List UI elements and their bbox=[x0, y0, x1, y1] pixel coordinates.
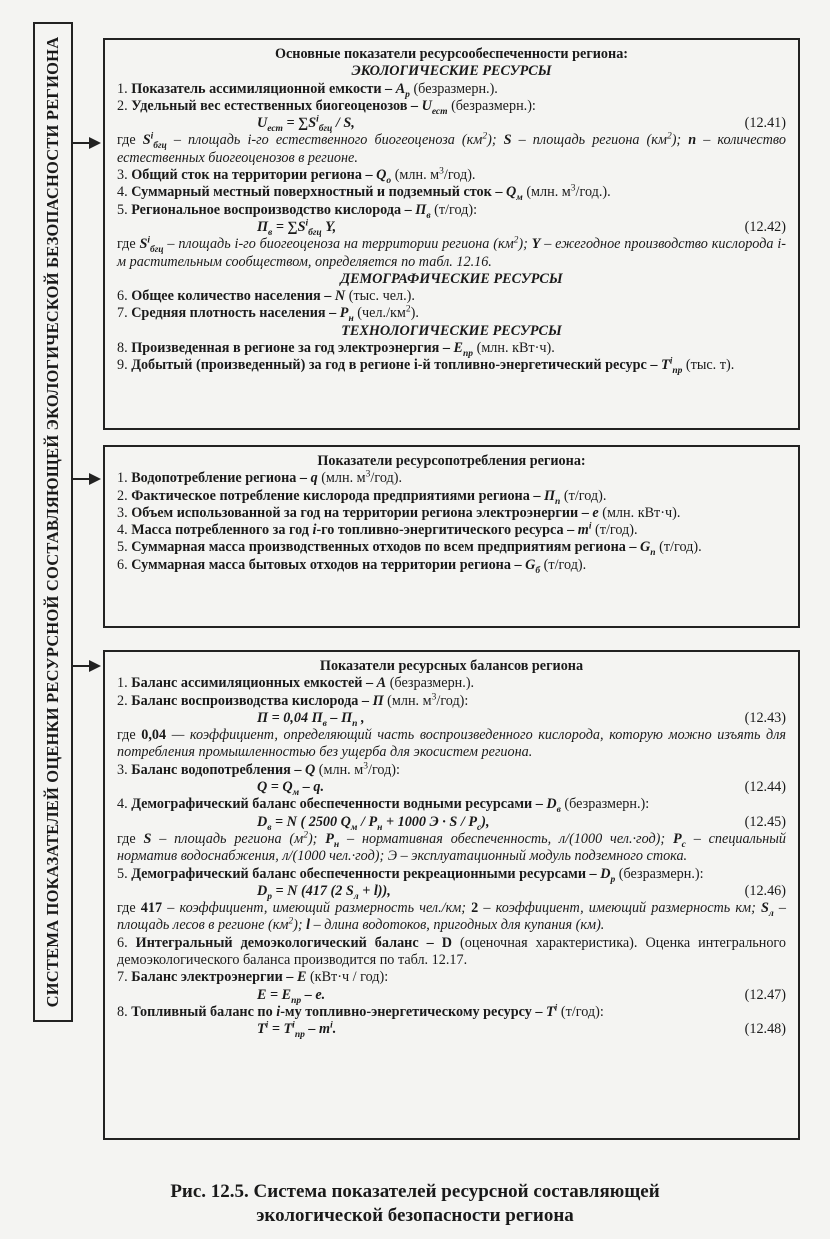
item-6: 6. Суммарная масса бытовых отходов на территории региона – $G_б$ (т/год). bbox=[117, 556, 587, 576]
item-8: 8. Произведенная в регионе за год электроэнергия – $Е_{пр}$ (млн. кВт·ч). bbox=[117, 340, 555, 359]
panel-title: Показатели ресурсопотребления региона: bbox=[317, 453, 586, 469]
formula-1244: $Q = Q_м - q$. (12.44) bbox=[257, 779, 786, 798]
item-1: 1. Водопотребление региона – q (млн. $м^3/год$). bbox=[117, 469, 402, 487]
item-7: 7. Средняя плотность населения – $Р_н$ $(чел./км^2)$. bbox=[117, 304, 419, 325]
item-8: 8. Топливный баланс по i-му топливно-энергетическому ресурсу – $Т^i$ (т/год): bbox=[117, 1003, 604, 1020]
item-1: 1. Показатель ассимиляционной емкости – $А_р$ (безразмерн.). bbox=[117, 80, 498, 100]
note-1241: где $S^i_{бгц}$ – площадь i-го естественного биогеоценоза $(км^2)$; S – площадь региона $(км^2)$; n – количество естественных биогеоценозов в регионе. bbox=[117, 131, 786, 166]
panel-title: Основные показатели ресурсообеспеченности региона: bbox=[274, 46, 629, 62]
item-5: 5. Суммарная масса производственных отходов по всем предприятиям региона – $G_п$ (т/год). bbox=[117, 539, 702, 559]
item-4: 4. Демографический баланс обеспеченности водными ресурсами – $D_в$ (безразмерн.): bbox=[117, 796, 650, 816]
section-demo: ДЕМОГРАФИЧЕСКИЕ РЕСУРСЫ bbox=[340, 270, 563, 287]
note-1243: где 0,04 — коэффициент, определяющий часть воспроизведенного кислорода, которую можно изъять для потребления промышленностью без ущерба для экосистем региона. bbox=[117, 727, 786, 761]
item-3: 3. Объем использованной за год на территории региона электроэнергии – е (млн. кВт·ч). bbox=[117, 504, 681, 521]
formula-1241: $U_{ест} = \sum S^i_{бгц} / S$, (12.41) bbox=[257, 114, 786, 135]
formula-1243: П = 0,04 $П_в - П_п$ , (12.43) bbox=[257, 709, 786, 729]
arrow-2-icon bbox=[73, 473, 103, 485]
item-2: 2. Фактическое потребление кислорода предприятиями региона – $П_п$ (т/год). bbox=[117, 487, 607, 507]
section-tech: ТЕХНОЛОГИЧЕСКИЕ РЕСУРСЫ bbox=[341, 322, 562, 339]
item-3: 3. Общий сток на территории региона – $Q_о$ (млн. $м^3/год$). bbox=[117, 166, 476, 186]
item-5: 5. Региональное воспроизводство кислорода – $П_в$ (т/год): bbox=[117, 201, 478, 221]
caption-line-1: Рис. 12.5. Система показателей ресурсной составляющей bbox=[170, 1181, 660, 1202]
arrow-1-icon bbox=[73, 137, 103, 149]
item-4: 4. Суммарный местный поверхностный и подземный сток – $Q_м$ (млн. $м^3/год$.). bbox=[117, 183, 611, 204]
formula-1246: $D_р = N$ (417 (2 $S_л + l$)), (12.46) bbox=[257, 882, 786, 902]
item-6: 6. Общее количество населения – N (тыс. чел.). bbox=[117, 288, 415, 305]
panel-title: Показатели ресурсных балансов региона bbox=[319, 658, 584, 674]
item-2: 2. Удельный вес естественных биогеоценозов – $U_{ест}$ (безразмерн.): bbox=[117, 97, 536, 117]
item-7: 7. Баланс электроэнергии – Е (кВт·ч / год): bbox=[117, 969, 389, 986]
formula-1248: $T^i = T^i_{пр} - m^i$. (12.48) bbox=[257, 1020, 786, 1041]
item-4: 4. Масса потребленного за год i-го топливно-энергитического ресурса – $m^i$ (т/год). bbox=[117, 521, 638, 539]
note-1242: где $S^i_{бгц}$ – площадь i-го биогеоценоза на территории региона $(км^2)$; Y – ежегодное производство кислорода i-м растительным сообществом, определяется по табл. 12.16. bbox=[117, 235, 786, 270]
item-5: 5. Демографический баланс обеспеченности рекреационными ресурсами – $D_р$ (безразмерн.): bbox=[117, 865, 704, 885]
caption-line-2: экологической безопасности региона bbox=[256, 1205, 574, 1226]
note-1246: где 417 – коэффициент, имеющий размерность чел./км; 2 – коэффициент, имеющий размерность км; $S_л$ – площадь лесов в регионе $(км^2)$; l – длина водотоков, пригодных для купания (км). bbox=[117, 900, 786, 934]
side-title: СИСТЕМА ПОКАЗАТЕЛЕЙ ОЦЕНКИ РЕСУРСНОЙ СОСТАВЛЯЮЩЕЙ ЭКОЛОГИЧЕСКОЙ БЕЗОПАСНОСТИ РЕГИОНА bbox=[43, 36, 62, 1008]
section-eco: ЭКОЛОГИЧЕСКИЕ РЕСУРСЫ bbox=[351, 63, 552, 80]
note-1245: где S – площадь региона $(м^2)$; $Р_н$ – нормативная обеспеченность, л/(1000 чел.·год); $Р_с$ – специальный норматив водоснабжения, л/(1000 чел.·год); Э – эксплуатационный модуль подземного стока. bbox=[117, 830, 786, 865]
panel-resource-balances bbox=[103, 650, 800, 1140]
formula-1247: $E = E_{пр} - e$. (12.47) bbox=[257, 986, 786, 1006]
arrow-3-icon bbox=[73, 660, 103, 672]
item-9: 9. Добытый (произведенный) за год в регионе i-й топливно-энергетический ресурс – $Т^i_{пр}$ (тыс. т). bbox=[117, 356, 735, 377]
item-1: 1. Баланс ассимиляционных емкостей – А (безразмерн.). bbox=[117, 675, 475, 692]
item-3: 3. Баланс водопотребления – Q (млн. $м^3/год$): bbox=[117, 761, 400, 778]
figure-caption bbox=[0, 1180, 830, 1228]
formula-1242: $П_в = \sum S^i_{бгц}$ Y, (12.42) bbox=[257, 218, 786, 238]
item-6: 6. Интегральный демоэкологический баланс – D (оценочная характеристика). Оценка интегрального демоэкологического баланса производится по табл. 12.17. bbox=[117, 934, 786, 969]
panel-resource-consumption bbox=[103, 445, 800, 628]
panel-resource-supply bbox=[103, 38, 800, 430]
formula-1245: $D_в = N$ ( 2500 $Q_м / P_н + 1000$ $Э \cdot S / P_c$), (12.45) bbox=[257, 813, 786, 833]
side-title-box bbox=[33, 22, 73, 1022]
item-2: 2. Баланс воспроизводства кислорода – П (млн. $м^3/год$): bbox=[117, 691, 469, 709]
